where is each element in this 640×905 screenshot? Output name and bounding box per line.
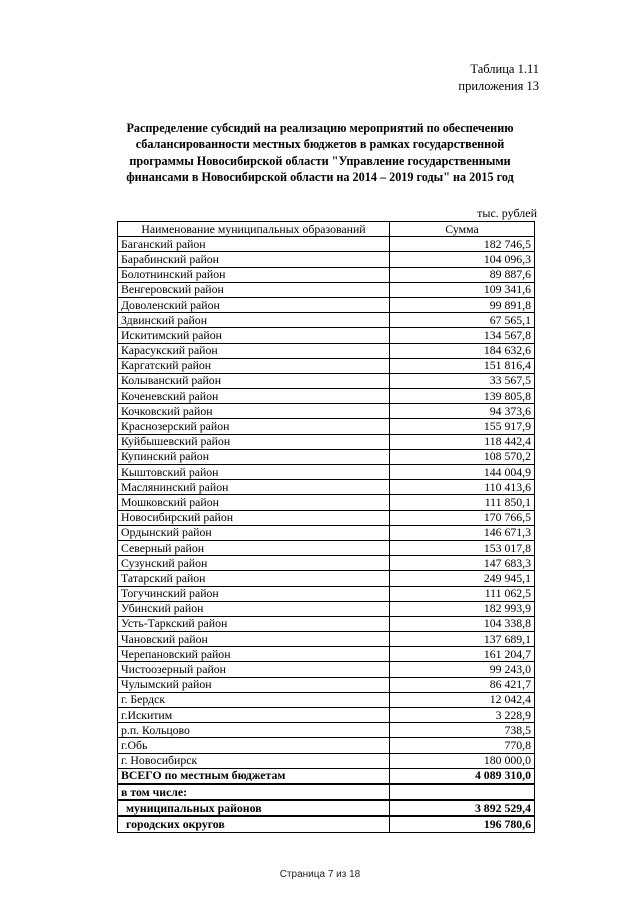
including-empty-cell <box>390 784 535 800</box>
table-row <box>118 616 535 631</box>
okrug-row <box>118 816 535 832</box>
table-row <box>118 753 535 768</box>
table-row <box>118 237 535 252</box>
table-row <box>118 510 535 525</box>
subsidy-amount: 111 062,5 <box>390 586 535 601</box>
subsidy-amount: 118 442,4 <box>390 434 535 449</box>
subsidy-amount: 67 565,1 <box>390 313 535 328</box>
municipality-name: г. Бердск <box>118 692 390 707</box>
table-row <box>118 419 535 434</box>
total-sum: 4 089 310,0 <box>390 768 535 784</box>
table-row <box>118 662 535 677</box>
subsidy-amount: 86 421,7 <box>390 677 535 692</box>
municipality-name: Сузунский район <box>118 556 390 571</box>
municipality-name: Карасукский район <box>118 343 390 358</box>
subsidy-amount: 111 850,1 <box>390 495 535 510</box>
table-row <box>118 404 535 419</box>
table-row <box>118 586 535 601</box>
table-row <box>118 556 535 571</box>
municipality-name: Доволенский район <box>118 297 390 312</box>
subsidy-amount: 161 204,7 <box>390 647 535 662</box>
subsidy-amount: 139 805,8 <box>390 389 535 404</box>
table-row <box>118 389 535 404</box>
table-row <box>118 328 535 343</box>
total-row <box>118 768 535 784</box>
municipality-name: Мошковский район <box>118 495 390 510</box>
municipality-name: Усть-Таркский район <box>118 616 390 631</box>
page-footer: Страница 7 из 18 <box>279 869 361 880</box>
table-row <box>118 480 535 495</box>
municipality-name: Купинский район <box>118 449 390 464</box>
municipality-name: Ордынский район <box>118 525 390 540</box>
municipality-name: г. Новосибирск <box>118 753 390 768</box>
districts-row <box>118 800 535 816</box>
municipality-name: Убинский район <box>118 601 390 616</box>
table-body <box>118 237 535 832</box>
municipality-name: Здвинский район <box>118 313 390 328</box>
column-header-name: Наименование муниципальных образований <box>118 222 390 237</box>
units-label: тыс. рублей <box>477 206 537 220</box>
subsidy-amount: 182 746,5 <box>390 237 535 252</box>
subsidy-amount: 182 993,9 <box>390 601 535 616</box>
table-reference: Таблица 1.11 <box>470 62 539 76</box>
table-row <box>118 343 535 358</box>
table-row <box>118 465 535 480</box>
table-row <box>118 373 535 388</box>
subsidy-amount: 109 341,6 <box>390 282 535 297</box>
table-row <box>118 677 535 692</box>
table-row <box>118 571 535 586</box>
municipality-name: Чистоозерный район <box>118 662 390 677</box>
subsidy-amount: 104 096,3 <box>390 252 535 267</box>
subsidy-amount: 170 766,5 <box>390 510 535 525</box>
table-row <box>118 647 535 662</box>
table-row <box>118 449 535 464</box>
municipality-name: Куйбышевский район <box>118 434 390 449</box>
municipality-name: Татарский район <box>118 571 390 586</box>
table-row <box>118 313 535 328</box>
subsidy-amount: 104 338,8 <box>390 616 535 631</box>
subsidy-amount: 184 632,6 <box>390 343 535 358</box>
subsidy-amount: 12 042,4 <box>390 692 535 707</box>
table-header-row <box>118 222 535 237</box>
municipality-name: Колыванский район <box>118 373 390 388</box>
subsidy-amount: 144 004,9 <box>390 465 535 480</box>
municipality-name: Искитимский район <box>118 328 390 343</box>
table-row <box>118 434 535 449</box>
subsidy-amount: 3 228,9 <box>390 708 535 723</box>
municipality-name: Каргатский район <box>118 358 390 373</box>
municipality-name: Маслянинский район <box>118 480 390 495</box>
municipality-name: Кыштовский район <box>118 465 390 480</box>
subsidy-amount: 99 891,8 <box>390 297 535 312</box>
document-title: Распределение субсидий на реализацию мероприятий по обеспечению сбалансированности местных бюджетов в рамках государственной программы Новосибирской области "Управление государственными финансами в Новосибирской области на 2014 – 2019 годы" на 2015 год <box>126 121 514 184</box>
municipality-name: р.п. Кольцово <box>118 723 390 738</box>
subsidy-amount: 99 243,0 <box>390 662 535 677</box>
districts-label: муниципальных районов <box>118 800 390 816</box>
appendix-reference: приложения 13 <box>458 79 539 93</box>
subsidy-amount: 147 683,3 <box>390 556 535 571</box>
subsidy-amount: 151 816,4 <box>390 358 535 373</box>
municipality-name: Болотнинский район <box>118 267 390 282</box>
including-label: в том числе: <box>118 784 390 800</box>
subsidy-amount: 110 413,6 <box>390 480 535 495</box>
okrug-sum: 196 780,6 <box>390 816 535 832</box>
subsidy-amount: 153 017,8 <box>390 540 535 555</box>
municipality-name: Краснозерский район <box>118 419 390 434</box>
subsidy-amount: 249 945,1 <box>390 571 535 586</box>
table-row <box>118 601 535 616</box>
municipality-name: Чулымский район <box>118 677 390 692</box>
municipality-name: Тогучинский район <box>118 586 390 601</box>
table-row <box>118 358 535 373</box>
municipality-name: Баганский район <box>118 237 390 252</box>
table-row <box>118 525 535 540</box>
subsidy-amount: 738,5 <box>390 723 535 738</box>
including-row <box>118 784 535 800</box>
total-label: ВСЕГО по местным бюджетам <box>118 768 390 784</box>
subsidy-amount: 180 000,0 <box>390 753 535 768</box>
municipality-name: Чановский район <box>118 632 390 647</box>
subsidy-amount: 155 917,9 <box>390 419 535 434</box>
table-row <box>118 252 535 267</box>
column-header-sum: Сумма <box>390 222 535 237</box>
table-row <box>118 495 535 510</box>
table-row <box>118 723 535 738</box>
municipality-name: Черепановский район <box>118 647 390 662</box>
okrug-label: городских округов <box>118 816 390 832</box>
table-row <box>118 267 535 282</box>
municipality-name: Коченевский район <box>118 389 390 404</box>
subsidy-amount: 134 567,8 <box>390 328 535 343</box>
subsidy-amount: 146 671,3 <box>390 525 535 540</box>
table-row <box>118 282 535 297</box>
table-row <box>118 297 535 312</box>
municipality-name: Барабинский район <box>118 252 390 267</box>
subsidy-table <box>117 221 535 833</box>
subsidy-amount: 89 887,6 <box>390 267 535 282</box>
table-row <box>118 632 535 647</box>
table-row <box>118 540 535 555</box>
municipality-name: Кочковский район <box>118 404 390 419</box>
subsidy-amount: 33 567,5 <box>390 373 535 388</box>
districts-sum: 3 892 529,4 <box>390 800 535 816</box>
municipality-name: Новосибирский район <box>118 510 390 525</box>
subsidy-amount: 108 570,2 <box>390 449 535 464</box>
municipality-name: г.Обь <box>118 738 390 753</box>
table-row <box>118 708 535 723</box>
subsidy-amount: 137 689,1 <box>390 632 535 647</box>
subsidy-amount: 770,8 <box>390 738 535 753</box>
table-row <box>118 692 535 707</box>
municipality-name: Венгеровский район <box>118 282 390 297</box>
municipality-name: Северный район <box>118 540 390 555</box>
subsidy-amount: 94 373,6 <box>390 404 535 419</box>
municipality-name: г.Искитим <box>118 708 390 723</box>
table-row <box>118 738 535 753</box>
